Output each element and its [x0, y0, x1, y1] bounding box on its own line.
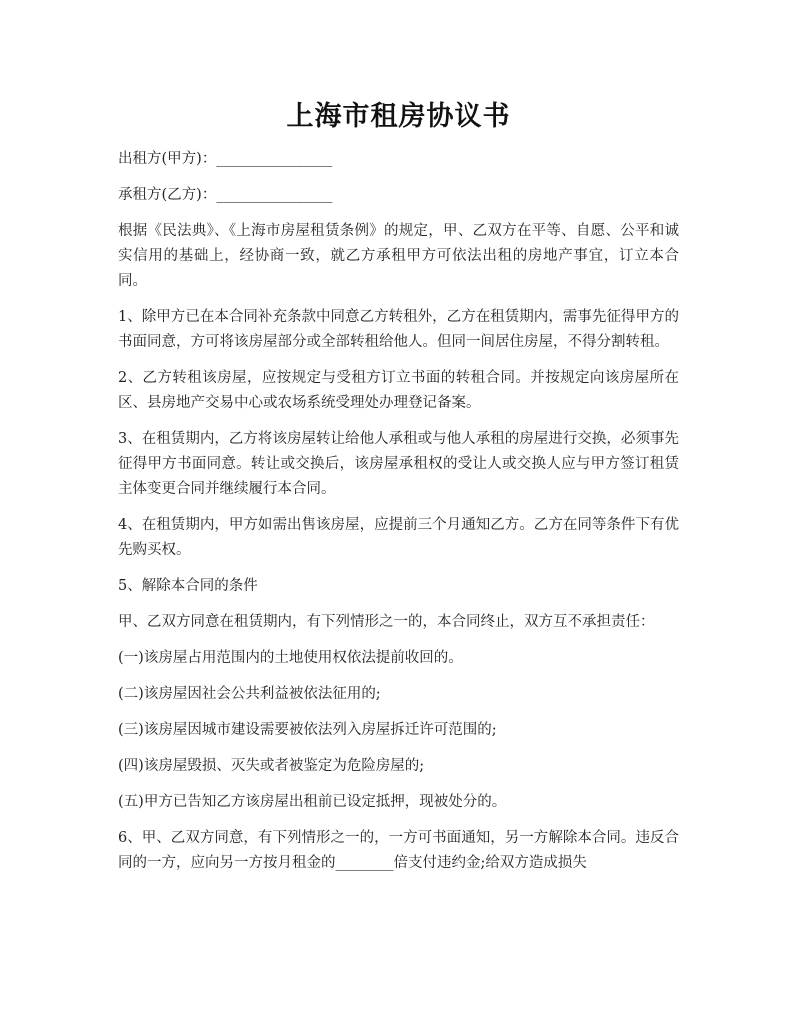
paragraph-item-4: (四)该房屋毁损、灭失或者被鉴定为危险房屋的;: [118, 758, 425, 774]
paragraph-item-3: (三)该房屋因城市建设需要被依法列入房屋拆迁许可范围的;: [118, 722, 497, 738]
lessee-line: 承租方(乙方)：________________: [118, 187, 333, 203]
paragraph-clause-6: 6、甲、乙双方同意，有下列情形之一的，一方可书面通知，另一方解除本合同。违反合同的一方，应向另一方按月租金的________倍支付违约金;给双方造成损失: [118, 830, 679, 871]
paragraph-clause-4: 4、在租赁期内，甲方如需出售该房屋，应提前三个月通知乙方。乙方在同等条件下有优先购买权。: [118, 517, 679, 558]
lessor-line: 出租方(甲方)：________________: [118, 151, 333, 167]
paragraph-clause-5-heading: 5、解除本合同的条件: [118, 578, 258, 594]
document-title: 上海市租房协议书: [286, 101, 511, 132]
paragraph-clause-5-intro: 甲、乙双方同意在租赁期内，有下列情形之一的，本合同终止，双方互不承担责任：: [118, 614, 655, 630]
paragraph-preamble: 根据《民法典》、《上海市房屋租赁条例》的规定，甲、乙双方在平等、自愿、公平和诚实信用的基础上，经协商一致，就乙方承租甲方可依法出租的房地产事宜，订立本合同。: [118, 223, 679, 289]
paragraph-item-2: (二)该房屋因社会公共利益被依法征用的;: [118, 686, 381, 702]
paragraph-item-1: (一)该房屋占用范围内的土地使用权依法提前收回的。: [118, 650, 463, 666]
paragraph-clause-3: 3、在租赁期内，乙方将该房屋转让给他人承租或与他人承租的房屋进行交换，必须事先征得甲方书面同意。转让或交换后，该房屋承租权的受让人或交换人应与甲方签订租赁主体变更合同并继续履行本合同。: [118, 431, 679, 497]
paragraph-item-5: (五)甲方已告知乙方该房屋出租前已设定抵押，现被处分的。: [118, 794, 507, 810]
paragraph-clause-1: 1、除甲方已在本合同补充条款中同意乙方转租外，乙方在租赁期内，需事先征得甲方的书面同意，方可将该房屋部分或全部转租给他人。但同一间居住房屋，不得分割转租。: [118, 309, 679, 350]
paragraph-clause-2: 2、乙方转租该房屋，应按规定与受租方订立书面的转租合同。并按规定向该房屋所在区、县房地产交易中心或农场系统受理处办理登记备案。: [118, 370, 679, 411]
